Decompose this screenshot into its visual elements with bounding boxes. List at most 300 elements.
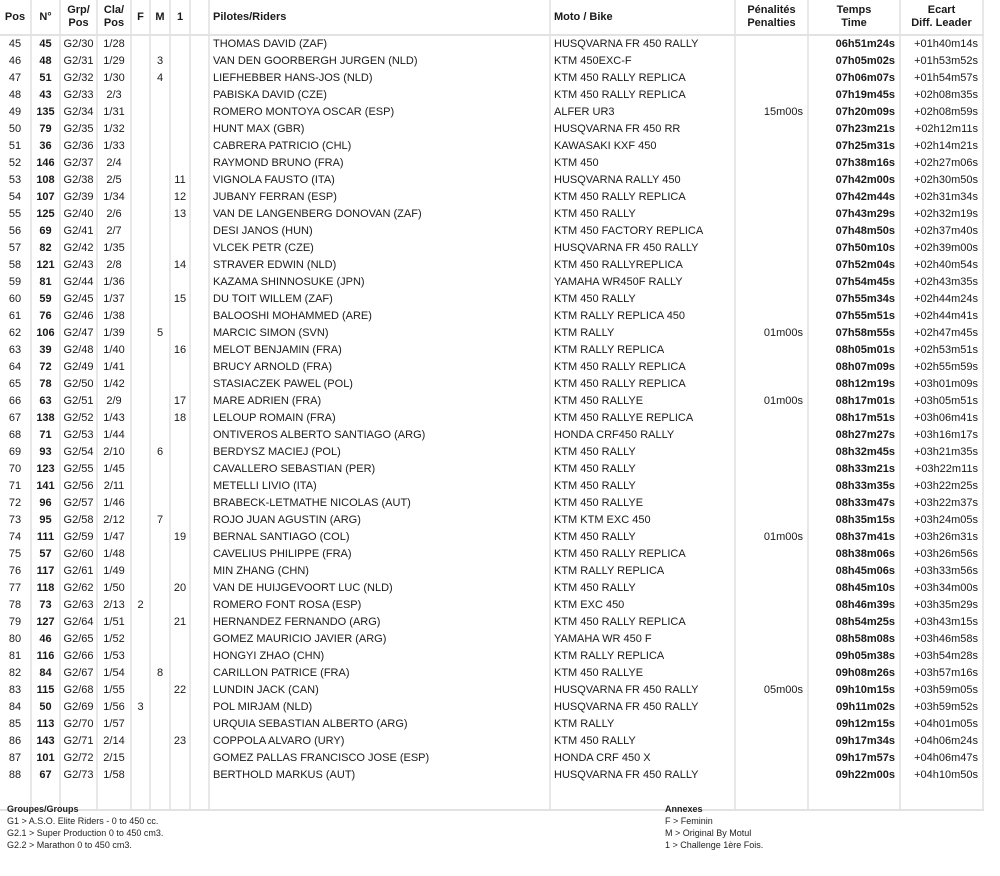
cell-motul bbox=[150, 104, 170, 121]
cell-bike: HUSQVARNA FR 450 RALLY bbox=[550, 35, 735, 53]
cell-penalties bbox=[735, 597, 808, 614]
cell-group-pos: G2/64 bbox=[60, 614, 97, 631]
cell-gap: +01h40m14s bbox=[900, 35, 983, 53]
cell-class-pos: 1/43 bbox=[97, 410, 131, 427]
cell-feminin bbox=[131, 631, 150, 648]
cell-time: 07h19m45s bbox=[808, 87, 900, 104]
cell-motul bbox=[150, 206, 170, 223]
table-row bbox=[0, 35, 983, 53]
cell-time: 08h33m47s bbox=[808, 495, 900, 512]
cell-pos: 48 bbox=[0, 87, 31, 104]
cell-rider: BRABECK-LETMATHE NICOLAS (AUT) bbox=[209, 495, 550, 512]
cell-group-pos: G2/54 bbox=[60, 444, 97, 461]
cell-motul bbox=[150, 240, 170, 257]
groups-legend-item: G2.1 > Super Production 0 to 450 cm3. bbox=[7, 828, 164, 838]
table-row bbox=[0, 172, 983, 189]
cell-pos: 51 bbox=[0, 138, 31, 155]
cell-pos: 56 bbox=[0, 223, 31, 240]
cell-rider: MARE ADRIEN (FRA) bbox=[209, 393, 550, 410]
cell-group-pos: G2/32 bbox=[60, 70, 97, 87]
cell-first-time: 12 bbox=[170, 189, 190, 206]
cell-pos: 53 bbox=[0, 172, 31, 189]
cell-penalties bbox=[735, 767, 808, 784]
cell-gap: +02h12m11s bbox=[900, 121, 983, 138]
table-row bbox=[0, 104, 983, 121]
cell-number: 50 bbox=[31, 699, 60, 716]
cell-gap: +03h26m31s bbox=[900, 529, 983, 546]
cell-rider: MELOT BENJAMIN (FRA) bbox=[209, 342, 550, 359]
cell-group-pos: G2/41 bbox=[60, 223, 97, 240]
cell-bike: KTM 450 bbox=[550, 155, 735, 172]
cell-rider: DU TOIT WILLEM (ZAF) bbox=[209, 291, 550, 308]
cell-number: 63 bbox=[31, 393, 60, 410]
cell-pos: 57 bbox=[0, 240, 31, 257]
cell-first-time bbox=[170, 104, 190, 121]
cell-group-pos: G2/45 bbox=[60, 291, 97, 308]
cell-gap: +03h21m35s bbox=[900, 444, 983, 461]
cell-group-pos: G2/65 bbox=[60, 631, 97, 648]
cell-gap: +03h54m28s bbox=[900, 648, 983, 665]
table-row bbox=[0, 614, 983, 631]
table-row bbox=[0, 155, 983, 172]
cell-motul bbox=[150, 274, 170, 291]
cell-class-pos: 2/8 bbox=[97, 257, 131, 274]
cell-pos: 50 bbox=[0, 121, 31, 138]
groups-legend-item: G1 > A.S.O. Elite Riders - 0 to 450 cc. bbox=[7, 816, 159, 826]
cell-pos: 76 bbox=[0, 563, 31, 580]
cell-blank bbox=[190, 682, 209, 699]
header-class-pos: Cla/ Pos bbox=[97, 0, 131, 35]
cell-class-pos: 1/46 bbox=[97, 495, 131, 512]
cell-pos: 83 bbox=[0, 682, 31, 699]
cell-motul bbox=[150, 155, 170, 172]
table-row bbox=[0, 648, 983, 665]
cell-class-pos: 1/36 bbox=[97, 274, 131, 291]
cell-class-pos: 1/38 bbox=[97, 308, 131, 325]
cell-rider: VAN DE HUIJGEVOORT LUC (NLD) bbox=[209, 580, 550, 597]
annexes-legend-item: F > Feminin bbox=[665, 816, 713, 826]
cell-penalties bbox=[735, 35, 808, 53]
cell-feminin bbox=[131, 87, 150, 104]
cell-bike: KTM 450 RALLY bbox=[550, 529, 735, 546]
cell-first-time: 17 bbox=[170, 393, 190, 410]
cell-number: 73 bbox=[31, 597, 60, 614]
cell-blank bbox=[190, 597, 209, 614]
cell-pos: 80 bbox=[0, 631, 31, 648]
cell-feminin bbox=[131, 376, 150, 393]
cell-pos: 88 bbox=[0, 767, 31, 784]
table-row bbox=[0, 410, 983, 427]
cell-gap: +02h44m24s bbox=[900, 291, 983, 308]
cell-first-time: 15 bbox=[170, 291, 190, 308]
cell-motul bbox=[150, 699, 170, 716]
cell-class-pos: 2/14 bbox=[97, 733, 131, 750]
cell-first-time bbox=[170, 155, 190, 172]
header-bike: Moto / Bike bbox=[550, 0, 735, 35]
cell-bike: HONDA CRF 450 X bbox=[550, 750, 735, 767]
cell-bike: KTM 450 RALLYE REPLICA bbox=[550, 410, 735, 427]
cell-gap: +02h53m51s bbox=[900, 342, 983, 359]
cell-feminin bbox=[131, 291, 150, 308]
cell-gap: +02h37m40s bbox=[900, 223, 983, 240]
cell-blank bbox=[190, 512, 209, 529]
cell-pos: 86 bbox=[0, 733, 31, 750]
cell-time: 07h48m50s bbox=[808, 223, 900, 240]
cell-first-time bbox=[170, 716, 190, 733]
cell-motul bbox=[150, 648, 170, 665]
cell-group-pos: G2/31 bbox=[60, 53, 97, 70]
cell-rider: ROJO JUAN AGUSTIN (ARG) bbox=[209, 512, 550, 529]
table-row bbox=[0, 70, 983, 87]
cell-feminin bbox=[131, 240, 150, 257]
cell-blank bbox=[190, 631, 209, 648]
cell-motul bbox=[150, 767, 170, 784]
cell-class-pos: 2/11 bbox=[97, 478, 131, 495]
cell-group-pos: G2/60 bbox=[60, 546, 97, 563]
table-row bbox=[0, 563, 983, 580]
cell-first-time bbox=[170, 121, 190, 138]
cell-gap: +03h22m25s bbox=[900, 478, 983, 495]
cell-class-pos: 1/35 bbox=[97, 240, 131, 257]
cell-blank bbox=[190, 206, 209, 223]
cell-class-pos: 1/34 bbox=[97, 189, 131, 206]
cell-gap: +04h06m24s bbox=[900, 733, 983, 750]
cell-group-pos: G2/44 bbox=[60, 274, 97, 291]
cell-motul bbox=[150, 359, 170, 376]
cell-feminin bbox=[131, 308, 150, 325]
cell-group-pos: G2/62 bbox=[60, 580, 97, 597]
cell-feminin bbox=[131, 461, 150, 478]
cell-blank bbox=[190, 223, 209, 240]
cell-bike: KTM RALLY bbox=[550, 716, 735, 733]
cell-feminin bbox=[131, 767, 150, 784]
cell-feminin bbox=[131, 665, 150, 682]
cell-pos: 45 bbox=[0, 35, 31, 53]
cell-penalties bbox=[735, 376, 808, 393]
cell-group-pos: G2/68 bbox=[60, 682, 97, 699]
table-row bbox=[0, 529, 983, 546]
cell-time: 07h55m51s bbox=[808, 308, 900, 325]
cell-time: 08h58m08s bbox=[808, 631, 900, 648]
cell-penalties bbox=[735, 291, 808, 308]
cell-time: 07h55m34s bbox=[808, 291, 900, 308]
cell-number: 59 bbox=[31, 291, 60, 308]
table-row bbox=[0, 121, 983, 138]
cell-feminin bbox=[131, 274, 150, 291]
cell-rider: LELOUP ROMAIN (FRA) bbox=[209, 410, 550, 427]
cell-time: 08h33m35s bbox=[808, 478, 900, 495]
cell-feminin bbox=[131, 257, 150, 274]
cell-penalties: 15m00s bbox=[735, 104, 808, 121]
cell-blank bbox=[190, 155, 209, 172]
cell-group-pos: G2/47 bbox=[60, 325, 97, 342]
cell-first-time bbox=[170, 563, 190, 580]
cell-pos: 82 bbox=[0, 665, 31, 682]
cell-blank bbox=[190, 35, 209, 53]
cell-rider: KAZAMA SHINNOSUKE (JPN) bbox=[209, 274, 550, 291]
cell-gap: +02h08m59s bbox=[900, 104, 983, 121]
cell-rider: BERDYSZ MACIEJ (POL) bbox=[209, 444, 550, 461]
cell-bike: HONDA CRF450 RALLY bbox=[550, 427, 735, 444]
cell-number: 48 bbox=[31, 53, 60, 70]
cell-motul bbox=[150, 614, 170, 631]
cell-time: 08h45m06s bbox=[808, 563, 900, 580]
cell-group-pos: G2/55 bbox=[60, 461, 97, 478]
cell-motul bbox=[150, 597, 170, 614]
cell-time: 08h35m15s bbox=[808, 512, 900, 529]
cell-class-pos: 1/42 bbox=[97, 376, 131, 393]
table-row bbox=[0, 597, 983, 614]
cell-pos: 84 bbox=[0, 699, 31, 716]
cell-first-time bbox=[170, 699, 190, 716]
table-row bbox=[0, 138, 983, 155]
cell-rider: ROMERO FONT ROSA (ESP) bbox=[209, 597, 550, 614]
cell-time: 08h17m01s bbox=[808, 393, 900, 410]
cell-group-pos: G2/66 bbox=[60, 648, 97, 665]
table-row bbox=[0, 376, 983, 393]
cell-group-pos: G2/37 bbox=[60, 155, 97, 172]
cell-number: 111 bbox=[31, 529, 60, 546]
cell-time: 07h50m10s bbox=[808, 240, 900, 257]
cell-gap: +03h59m52s bbox=[900, 699, 983, 716]
table-row bbox=[0, 359, 983, 376]
cell-time: 09h12m15s bbox=[808, 716, 900, 733]
cell-number: 146 bbox=[31, 155, 60, 172]
cell-blank bbox=[190, 495, 209, 512]
cell-gap: +03h35m29s bbox=[900, 597, 983, 614]
header-penalties: Pénalités Penalties bbox=[735, 0, 808, 35]
cell-first-time bbox=[170, 359, 190, 376]
cell-motul bbox=[150, 682, 170, 699]
cell-motul bbox=[150, 223, 170, 240]
cell-class-pos: 1/51 bbox=[97, 614, 131, 631]
cell-blank bbox=[190, 308, 209, 325]
cell-number: 36 bbox=[31, 138, 60, 155]
cell-time: 07h54m45s bbox=[808, 274, 900, 291]
cell-motul bbox=[150, 172, 170, 189]
cell-blank bbox=[190, 138, 209, 155]
cell-group-pos: G2/58 bbox=[60, 512, 97, 529]
cell-pos: 87 bbox=[0, 750, 31, 767]
cell-penalties bbox=[735, 87, 808, 104]
annexes-legend bbox=[665, 803, 763, 851]
cell-motul bbox=[150, 342, 170, 359]
cell-rider: RAYMOND BRUNO (FRA) bbox=[209, 155, 550, 172]
cell-motul bbox=[150, 546, 170, 563]
cell-rider: ROMERO MONTOYA OSCAR (ESP) bbox=[209, 104, 550, 121]
cell-motul bbox=[150, 427, 170, 444]
cell-feminin bbox=[131, 750, 150, 767]
cell-pos: 63 bbox=[0, 342, 31, 359]
cell-number: 108 bbox=[31, 172, 60, 189]
cell-motul bbox=[150, 733, 170, 750]
cell-penalties bbox=[735, 478, 808, 495]
cell-group-pos: G2/69 bbox=[60, 699, 97, 716]
cell-blank bbox=[190, 325, 209, 342]
cell-pos: 64 bbox=[0, 359, 31, 376]
groups-legend bbox=[7, 803, 163, 851]
cell-group-pos: G2/72 bbox=[60, 750, 97, 767]
table-header bbox=[0, 0, 983, 35]
cell-number: 135 bbox=[31, 104, 60, 121]
cell-rider: MARCIC SIMON (SVN) bbox=[209, 325, 550, 342]
cell-rider: STASIACZEK PAWEL (POL) bbox=[209, 376, 550, 393]
cell-time: 07h05m02s bbox=[808, 53, 900, 70]
cell-bike: KTM 450 RALLY bbox=[550, 580, 735, 597]
cell-penalties bbox=[735, 733, 808, 750]
cell-group-pos: G2/48 bbox=[60, 342, 97, 359]
cell-group-pos: G2/39 bbox=[60, 189, 97, 206]
cell-bike: KTM RALLY REPLICA bbox=[550, 648, 735, 665]
cell-gap: +03h46m58s bbox=[900, 631, 983, 648]
cell-motul bbox=[150, 563, 170, 580]
cell-time: 08h07m09s bbox=[808, 359, 900, 376]
cell-feminin bbox=[131, 53, 150, 70]
cell-number: 115 bbox=[31, 682, 60, 699]
cell-rider: METELLI LIVIO (ITA) bbox=[209, 478, 550, 495]
cell-penalties bbox=[735, 308, 808, 325]
cell-class-pos: 1/39 bbox=[97, 325, 131, 342]
cell-group-pos: G2/63 bbox=[60, 597, 97, 614]
cell-class-pos: 1/37 bbox=[97, 291, 131, 308]
cell-group-pos: G2/38 bbox=[60, 172, 97, 189]
cell-pos: 46 bbox=[0, 53, 31, 70]
cell-group-pos: G2/33 bbox=[60, 87, 97, 104]
cell-class-pos: 2/15 bbox=[97, 750, 131, 767]
annexes-legend-item: 1 > Challenge 1ère Fois. bbox=[665, 840, 764, 850]
cell-penalties bbox=[735, 121, 808, 138]
cell-rider: HERNANDEZ FERNANDO (ARG) bbox=[209, 614, 550, 631]
cell-rider: DESI JANOS (HUN) bbox=[209, 223, 550, 240]
cell-pos: 74 bbox=[0, 529, 31, 546]
cell-penalties bbox=[735, 359, 808, 376]
cell-feminin: 3 bbox=[131, 699, 150, 716]
cell-class-pos: 2/6 bbox=[97, 206, 131, 223]
cell-rider: BERTHOLD MARKUS (AUT) bbox=[209, 767, 550, 784]
cell-feminin bbox=[131, 512, 150, 529]
table-row bbox=[0, 546, 983, 563]
cell-class-pos: 1/50 bbox=[97, 580, 131, 597]
cell-first-time bbox=[170, 427, 190, 444]
cell-class-pos: 1/57 bbox=[97, 716, 131, 733]
cell-blank bbox=[190, 648, 209, 665]
cell-motul: 6 bbox=[150, 444, 170, 461]
cell-group-pos: G2/59 bbox=[60, 529, 97, 546]
cell-number: 127 bbox=[31, 614, 60, 631]
cell-rider: VLCEK PETR (CZE) bbox=[209, 240, 550, 257]
cell-first-time bbox=[170, 665, 190, 682]
cell-rider: VAN DEN GOORBERGH JURGEN (NLD) bbox=[209, 53, 550, 70]
header-gap: Ecart Diff. Leader bbox=[900, 0, 983, 35]
cell-penalties: 01m00s bbox=[735, 393, 808, 410]
cell-motul bbox=[150, 189, 170, 206]
cell-bike: KTM RALLY REPLICA bbox=[550, 563, 735, 580]
cell-time: 08h05m01s bbox=[808, 342, 900, 359]
cell-feminin bbox=[131, 529, 150, 546]
cell-gap: +02h27m06s bbox=[900, 155, 983, 172]
header-feminin: F bbox=[131, 0, 150, 35]
cell-feminin bbox=[131, 580, 150, 597]
cell-first-time bbox=[170, 376, 190, 393]
cell-penalties bbox=[735, 699, 808, 716]
cell-time: 08h32m45s bbox=[808, 444, 900, 461]
cell-blank bbox=[190, 393, 209, 410]
cell-blank bbox=[190, 172, 209, 189]
cell-gap: +02h30m50s bbox=[900, 172, 983, 189]
cell-pos: 55 bbox=[0, 206, 31, 223]
cell-time: 07h42m44s bbox=[808, 189, 900, 206]
cell-group-pos: G2/49 bbox=[60, 359, 97, 376]
cell-pos: 81 bbox=[0, 648, 31, 665]
cell-bike: KTM 450 RALLY REPLICA bbox=[550, 189, 735, 206]
cell-time: 07h25m31s bbox=[808, 138, 900, 155]
table-row bbox=[0, 206, 983, 223]
cell-number: 81 bbox=[31, 274, 60, 291]
table-row bbox=[0, 53, 983, 70]
cell-first-time bbox=[170, 631, 190, 648]
table-row bbox=[0, 733, 983, 750]
cell-motul: 5 bbox=[150, 325, 170, 342]
cell-bike: KTM 450 RALLY REPLICA bbox=[550, 359, 735, 376]
table-row bbox=[0, 308, 983, 325]
cell-group-pos: G2/51 bbox=[60, 393, 97, 410]
empty-cell bbox=[209, 784, 550, 810]
cell-blank bbox=[190, 427, 209, 444]
cell-feminin bbox=[131, 733, 150, 750]
cell-group-pos: G2/30 bbox=[60, 35, 97, 53]
table-row bbox=[0, 274, 983, 291]
cell-feminin bbox=[131, 648, 150, 665]
cell-gap: +02h40m54s bbox=[900, 257, 983, 274]
cell-group-pos: G2/35 bbox=[60, 121, 97, 138]
cell-group-pos: G2/36 bbox=[60, 138, 97, 155]
table-row bbox=[0, 495, 983, 512]
cell-gap: +03h22m37s bbox=[900, 495, 983, 512]
cell-feminin bbox=[131, 410, 150, 427]
cell-bike: KTM RALLY REPLICA bbox=[550, 342, 735, 359]
cell-bike: KTM EXC 450 bbox=[550, 597, 735, 614]
annexes-legend-item: M > Original By Motul bbox=[665, 828, 752, 838]
cell-motul bbox=[150, 478, 170, 495]
cell-bike: KTM 450 RALLY bbox=[550, 206, 735, 223]
cell-blank bbox=[190, 70, 209, 87]
header-group-pos: Grp/ Pos bbox=[60, 0, 97, 35]
cell-class-pos: 2/3 bbox=[97, 87, 131, 104]
cell-first-time: 19 bbox=[170, 529, 190, 546]
cell-penalties bbox=[735, 257, 808, 274]
cell-class-pos: 1/48 bbox=[97, 546, 131, 563]
cell-bike: KTM 450 RALLY bbox=[550, 478, 735, 495]
cell-bike: HUSQVARNA FR 450 RR bbox=[550, 121, 735, 138]
cell-penalties bbox=[735, 410, 808, 427]
cell-motul bbox=[150, 376, 170, 393]
cell-first-time bbox=[170, 274, 190, 291]
cell-penalties bbox=[735, 750, 808, 767]
cell-blank bbox=[190, 257, 209, 274]
table-row bbox=[0, 189, 983, 206]
cell-gap: +03h33m56s bbox=[900, 563, 983, 580]
cell-rider: CAVALLERO SEBASTIAN (PER) bbox=[209, 461, 550, 478]
cell-gap: +03h24m05s bbox=[900, 512, 983, 529]
cell-pos: 67 bbox=[0, 410, 31, 427]
cell-time: 07h23m21s bbox=[808, 121, 900, 138]
cell-first-time bbox=[170, 35, 190, 53]
cell-penalties bbox=[735, 155, 808, 172]
cell-first-time: 13 bbox=[170, 206, 190, 223]
cell-rider: JUBANY FERRAN (ESP) bbox=[209, 189, 550, 206]
cell-number: 67 bbox=[31, 767, 60, 784]
cell-bike: KTM 450 RALLY bbox=[550, 461, 735, 478]
